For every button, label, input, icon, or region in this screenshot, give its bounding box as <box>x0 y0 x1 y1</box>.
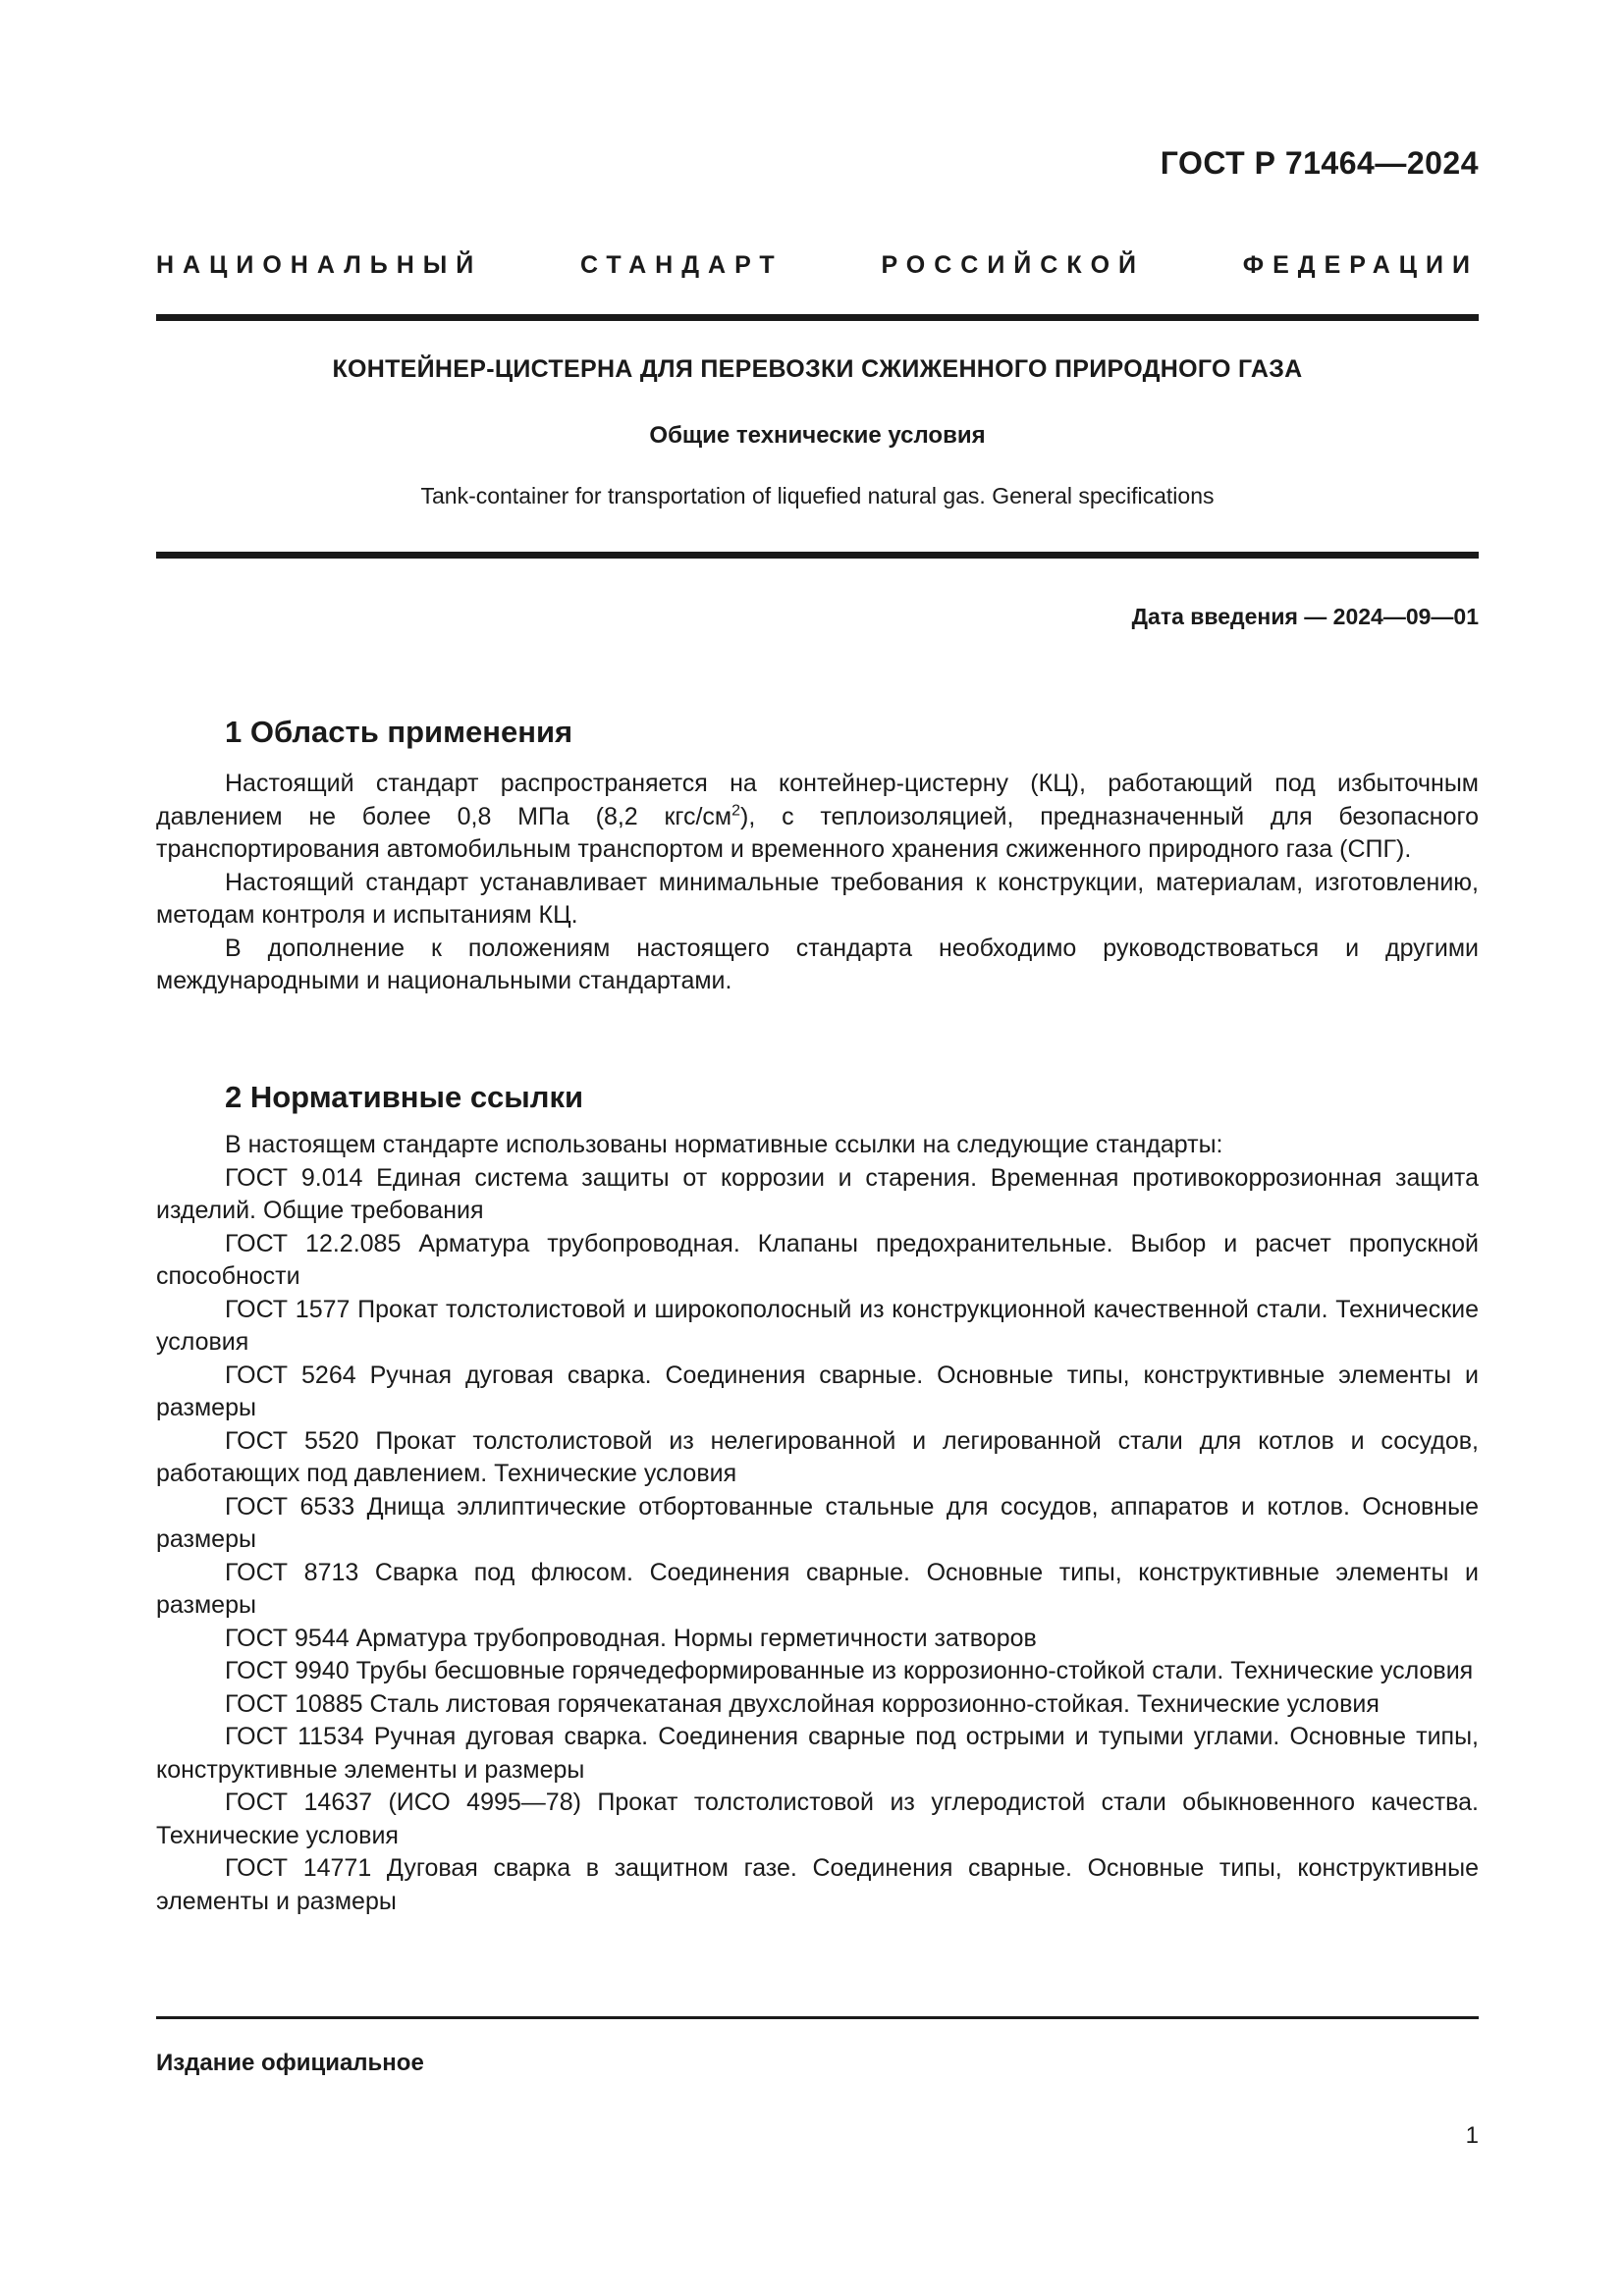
reference-item: ГОСТ 14771 Дуговая сварка в защитном газе. Соединения сварные. Основные типы, конструктивные элементы и размеры <box>156 1854 1479 1915</box>
title-divider <box>156 552 1479 559</box>
standard-designation: ГОСТ Р 71464—2024 <box>1160 145 1479 181</box>
reference-item: ГОСТ 5520 Прокат толстолистовой из нелегированной и легированной стали для котлов и сосудов, работающих под давлением. Технические условия <box>156 1426 1479 1487</box>
document-page <box>156 0 1479 2296</box>
section-normative-references <box>156 1078 1479 1918</box>
introduction-date: Дата введения — 2024—09—01 <box>1131 604 1479 629</box>
document-title: КОНТЕЙНЕР-ЦИСТЕРНА ДЛЯ ПЕРЕВОЗКИ СЖИЖЕННОГО ПРИРОДНОГО ГАЗА <box>332 355 1303 383</box>
paragraph: В дополнение к положениям настоящего стандарта необходимо руководствоваться и другими международными и национальными стандартами. <box>156 934 1479 994</box>
reference-item: ГОСТ 6533 Днища эллиптические отбортованные стальные для сосудов, аппаратов и котлов. Основные размеры <box>156 1492 1479 1553</box>
paragraph: В настоящем стандарте использованы нормативные ссылки на следующие стандарты: <box>225 1131 1223 1158</box>
reference-item: ГОСТ 5264 Ручная дуговая сварка. Соединения сварные. Основные типы, конструктивные элементы и размеры <box>156 1361 1479 1421</box>
reference-item: ГОСТ 9544 Арматура трубопроводная. Нормы герметичности затворов <box>225 1624 1037 1652</box>
superscript: 2 <box>731 802 741 820</box>
paragraph: Настоящий стандарт распространяется на контейнер-цистерну (КЦ), работающий под избыточным давлением не более 0,8 МПа (8,2 кгс/$см^2$), с теплоизоляцией, предназначенный для безопасного транспортирования автомобильным транспортом и временного хранения сжиженного природного газа (СПГ). <box>156 770 1479 863</box>
header-divider <box>156 314 1479 321</box>
document-subtitle: Общие технические условия <box>649 422 986 449</box>
national-standard-banner: НАЦИОНАЛЬНЫЙ СТАНДАРТ РОССИЙСКОЙ ФЕДЕРАЦИИ <box>156 251 1479 279</box>
section-heading: 2 Нормативные ссылки <box>225 1080 584 1114</box>
reference-item: ГОСТ 14637 (ИСО 4995—78) Прокат толстолистовой из углеродистой стали обыкновенного качества. Технические условия <box>156 1789 1479 1849</box>
section-heading: 1 Область применения <box>225 715 573 749</box>
page-number: 1 <box>1465 2122 1479 2149</box>
official-edition-label: Издание официальное <box>156 2050 424 2076</box>
reference-item: ГОСТ 1577 Прокат толстолистовой и широкополосный из конструкционной качественной стали. Технические условия <box>156 1295 1479 1356</box>
document-title-english: Tank-container for transportation of liquefied natural gas. General specifications <box>420 483 1215 508</box>
reference-item: ГОСТ 8713 Сварка под флюсом. Соединения сварные. Основные типы, конструктивные элементы и размеры <box>156 1558 1479 1619</box>
reference-item: ГОСТ 10885 Сталь листовая горячекатаная двухслойная коррозионно-стойкая. Технические условия <box>225 1689 1380 1718</box>
footer-divider <box>156 2016 1479 2019</box>
paragraph: Настоящий стандарт устанавливает минимальные требования к конструкции, материалам, изготовлению, методам контроля и испытаниям КЦ. <box>156 868 1479 929</box>
section-scope <box>156 713 1479 998</box>
reference-item: ГОСТ 12.2.085 Арматура трубопроводная. Клапаны предохранительные. Выбор и расчет пропускной способности <box>156 1229 1479 1290</box>
reference-item: ГОСТ 9.014 Единая система защиты от коррозии и старения. Временная противокоррозионная защита изделий. Общие требования <box>156 1163 1479 1224</box>
reference-item: ГОСТ 9940 Трубы бесшовные горячедеформированные из коррозионно-стойкой стали. Технические условия <box>225 1657 1474 1684</box>
reference-item: ГОСТ 11534 Ручная дуговая сварка. Соединения сварные под острыми и тупыми углами. Основные типы, конструктивные элементы и размеры <box>156 1723 1479 1784</box>
